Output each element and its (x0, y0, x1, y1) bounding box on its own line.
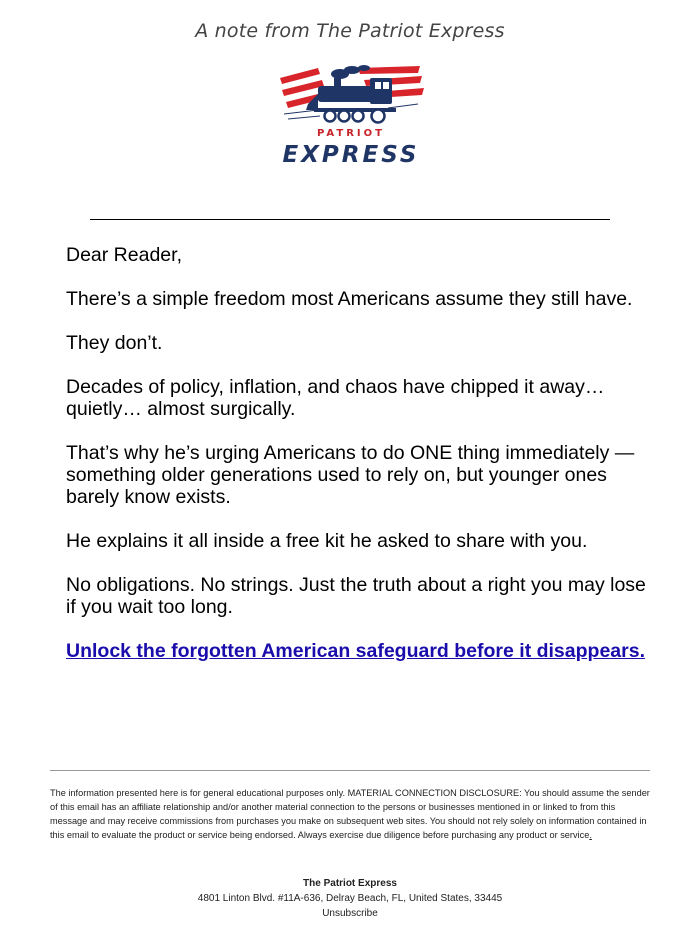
footer-address: 4801 Linton Blvd. #11A-636, Delray Beach, FL, United States, 33445 (197, 893, 503, 904)
body-paragraph: That’s why he’s urging Americans to do ONE thing immediately — something older generations used to rely on, but younger ones barely know exists. (66, 442, 635, 508)
logo-main-word: EXPRESS (282, 142, 420, 168)
greeting: Dear Reader, (66, 244, 182, 266)
body-paragraph: No obligations. No strings. Just the truth about a right you may lose if you wait too long. (66, 574, 646, 618)
logo-top-word: PATRIOT (317, 128, 385, 139)
header-note: A note from The Patriot Express (195, 20, 505, 42)
body-paragraph: He explains it all inside a free kit he asked to share with you. (66, 530, 588, 552)
steam-train-flag-icon (278, 64, 424, 128)
disclaimer (50, 786, 654, 842)
body-paragraph: There’s a simple freedom most Americans assume they still have. (66, 288, 633, 310)
disclaimer-text: The information presented here is for general educational purposes only. MATERIAL CONNECTION DISCLOSURE: You should assume the sender of this email has an affiliate relationship and/or another material connection to the persons or businesses mentioned in or linked to from this message and may receive commissions from purchases you make on subsequent web sites. You should not rely solely on information contained in this email to evaluate the product or service being endorsed. Always exercise due diligence before purchasing any product or service (50, 788, 650, 840)
patriot-express-logo (278, 64, 424, 176)
unsubscribe-link[interactable]: Unsubscribe (322, 908, 378, 919)
body-paragraph: They don’t. (66, 332, 163, 354)
email-body (66, 244, 646, 663)
body-paragraph: Decades of policy, inflation, and chaos have chipped it away… quietly… almost surgically. (66, 376, 605, 420)
footer (0, 876, 700, 921)
footer-company: The Patriot Express (303, 878, 397, 889)
footer-divider (50, 770, 650, 771)
cta-link[interactable]: Unlock the forgotten American safeguard before it disappears. (66, 640, 645, 662)
header-divider (90, 219, 610, 220)
disclaimer-link[interactable]: . (589, 830, 592, 840)
